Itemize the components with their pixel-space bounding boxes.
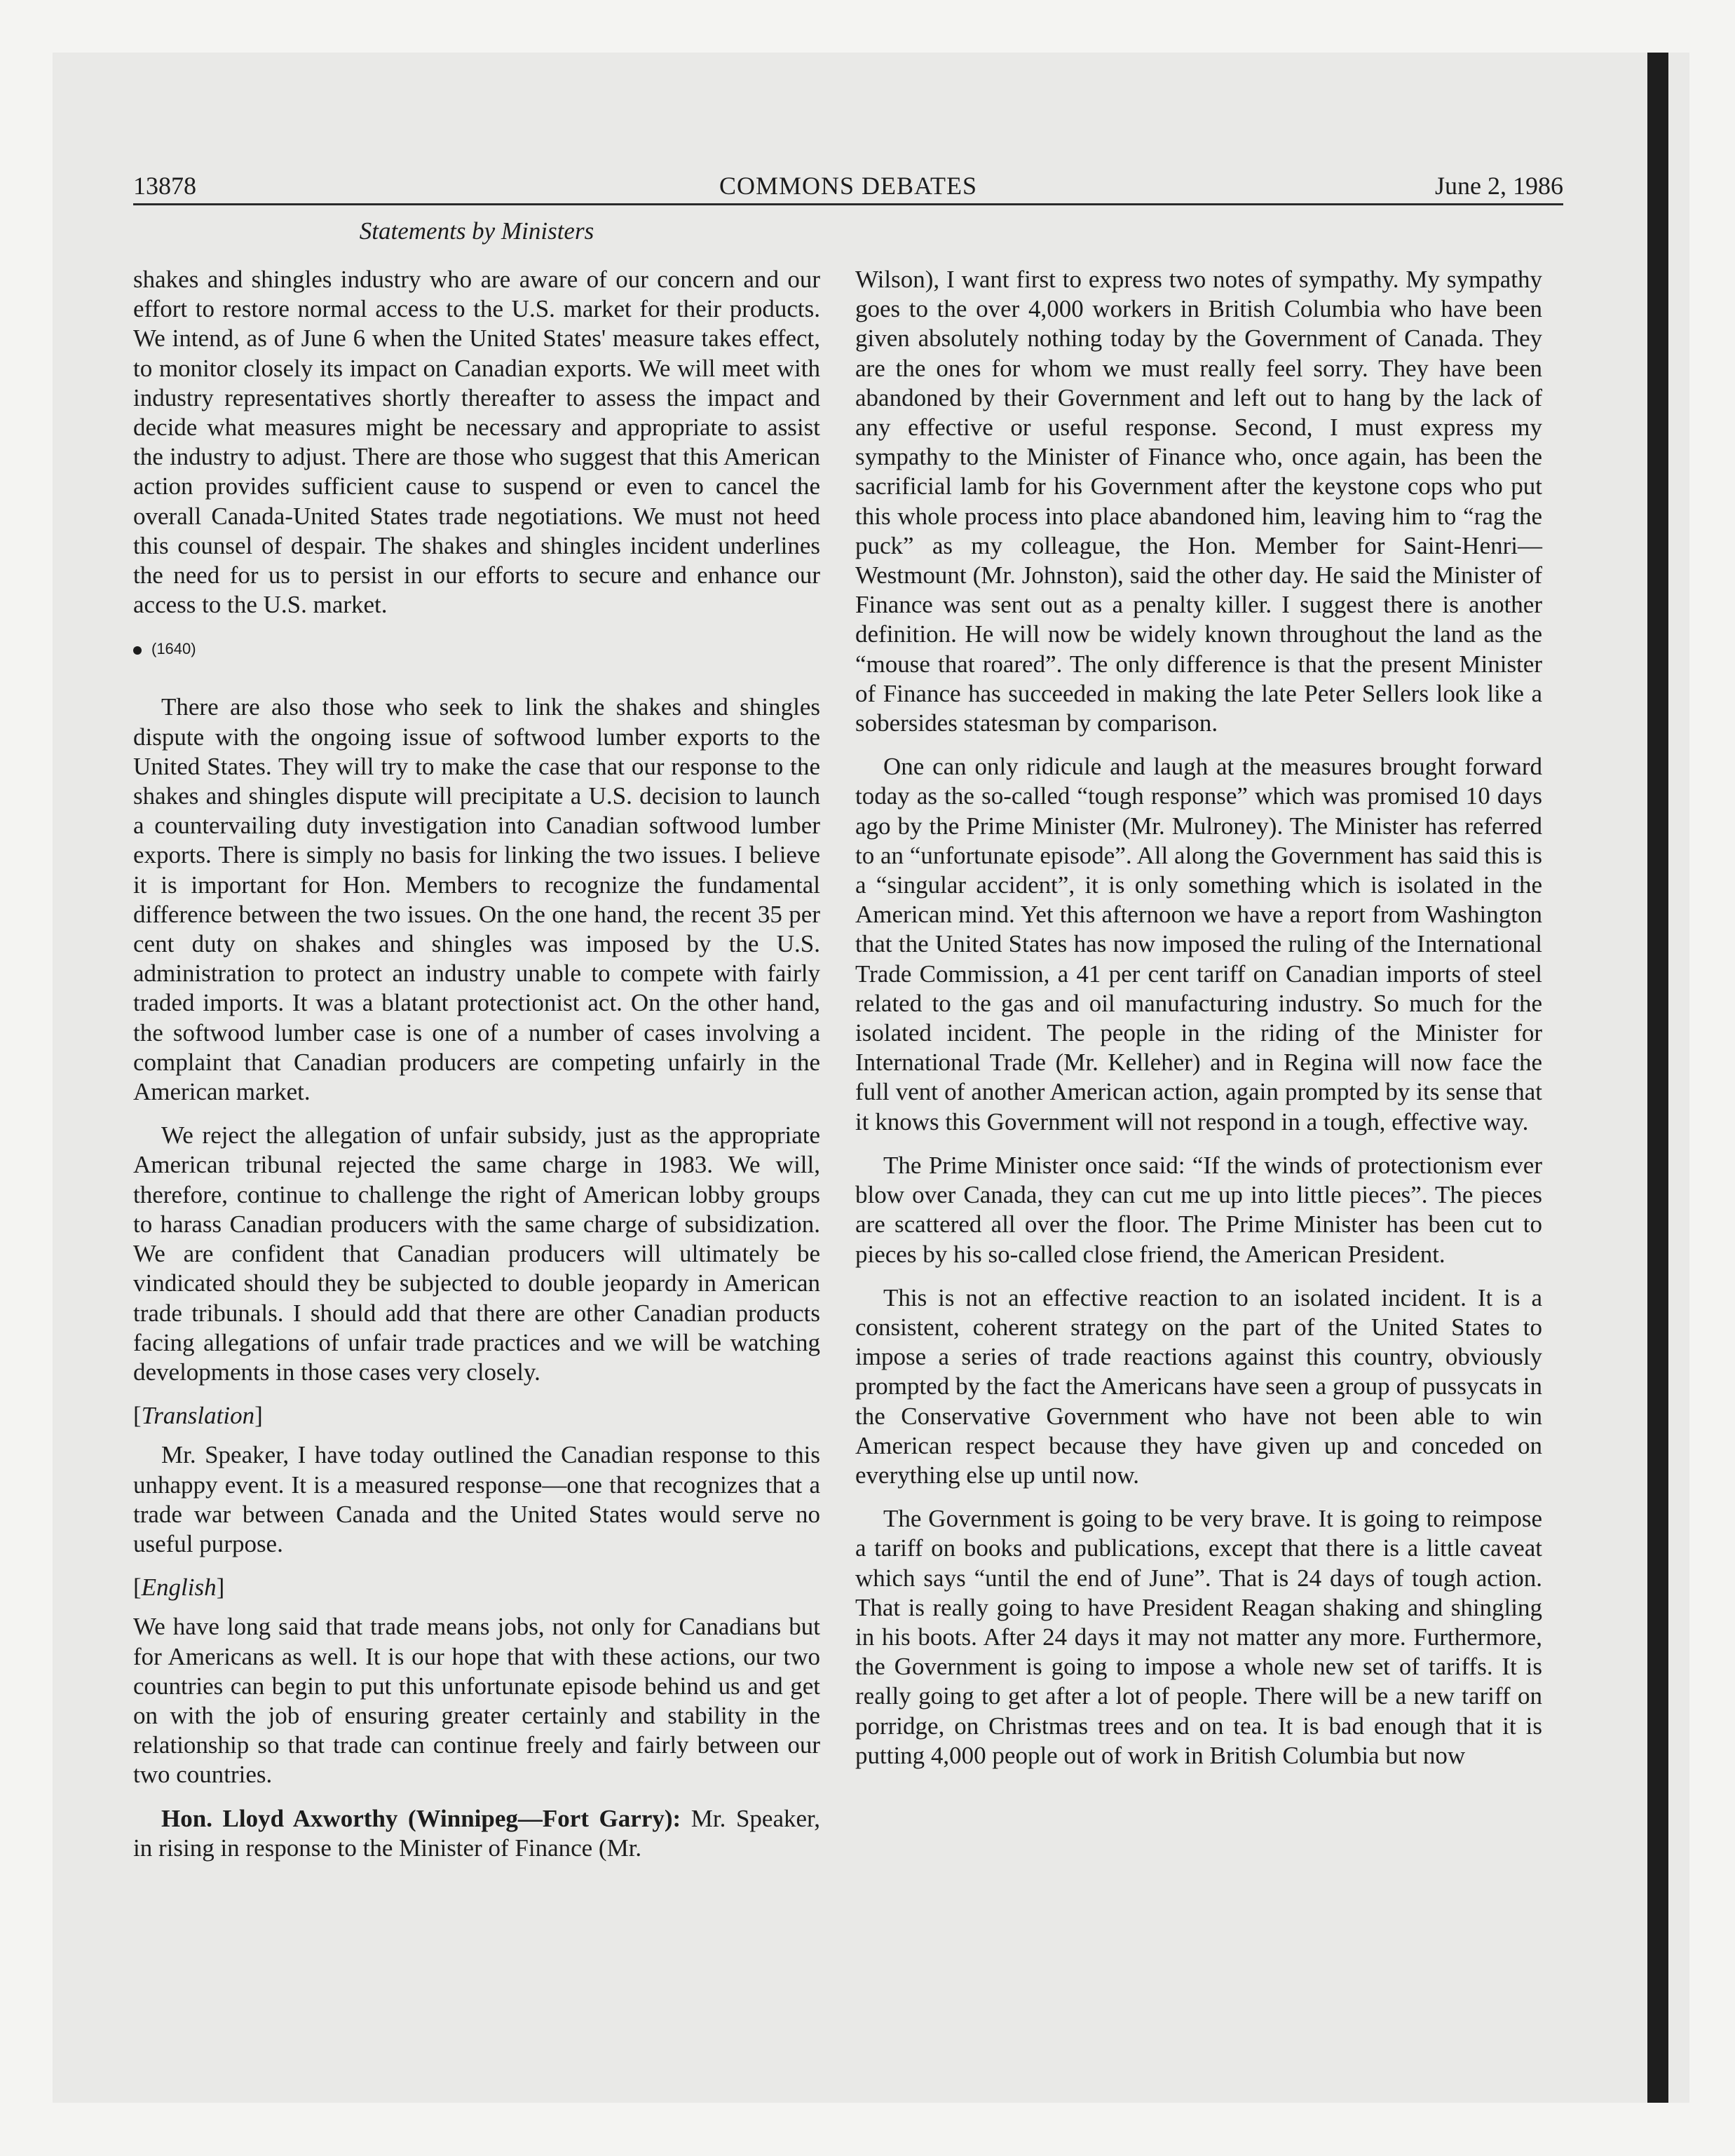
speaker-name: Hon. Lloyd Axworthy (Winnipeg—Fort Garry): xyxy=(161,1804,681,1832)
paragraph: We reject the allegation of unfair subsidy, just as the appropriate American tribunal rejected the same charge in 1983. We will, therefore, continue to challenge the right of American lobby groups to harass Canadian producers with the same charge of subsidization. We are confident that Canadian producers will ultimately be vindicated should they be subjected to double jeopardy in American trade tribunals. I should add that there are other Canadian products facing allegations of unfair trade practices and we will be watching developments in those cases very closely. xyxy=(133,1121,820,1386)
publication-title: COMMONS DEBATES xyxy=(719,172,978,200)
paragraph: We have long said that trade means jobs, not only for Canadians but for Americans as well. It is our hope that with these actions, our two countries can begin to put this unfortunate episode behind us and get on with the job of ensuring greater certainly and stability in the relationship so that trade can continue freely and fairly between our two countries. xyxy=(133,1613,820,1789)
time-marker xyxy=(133,634,820,664)
translation-tag: [Translation] xyxy=(133,1402,263,1430)
speech-text: Mr. Speaker, in rising in response to the Minister of Finance (Mr. xyxy=(133,1804,821,1862)
page-date: June 2, 1986 xyxy=(1435,172,1563,200)
speech-start xyxy=(133,1804,820,1863)
paragraph: shakes and shingles industry who are aware of our concern and our effort to restore normal access to the U.S. market for their products. We intend, as of June 6 when the United States' measure takes effect, to monitor closely its impact on Canadian exports. We will meet with industry representatives shortly thereafter to assess the impact and decide what measures might be necessary and appropriate to assist the industry to adjust. There are those who suggest that this American action provides sufficient cause to suspend or even to cancel the overall Canada-United States trade negotiations. We must not heed this counsel of despair. The shakes and shingles incident underlines the need for us to persist in our efforts to secure and enhance our access to the U.S. market. xyxy=(133,266,820,619)
page-header xyxy=(133,170,1563,202)
paragraph: There are also those who seek to link the shakes and shingles dispute with the ongoing issue of softwood lumber exports to the United States. They will try to make the case that our response to the shakes and shingles dispute will precipitate a U.S. decision to launch a countervailing duty investigation into Canadian softwood lumber exports. There is simply no basis for linking the two issues. I believe it is important for Hon. Members to recognize the fundamental difference between the two issues. On the one hand, the recent 35 per cent duty on shakes and shingles was imposed by the U.S. administration to protect an industry unable to compete with fairly traded imports. It was a blatant protectionist act. On the other hand, the softwood lumber case is one of a number of cases involving a complaint that Canadian producers are competing unfairly in the American market. xyxy=(133,693,820,1106)
left-column xyxy=(133,265,820,1877)
bullet-icon xyxy=(133,646,142,655)
header-rule xyxy=(133,203,1563,205)
scan-edge-bar xyxy=(1647,53,1668,2103)
paragraph: The Government is going to be very brave. It is going to reimpose a tariff on books and publications, except that there is a little caveat which says “until the end of June”. That is 24 days of tough action. That is really going to have President Reagan shaking and shingling in his boots. After 24 days it may not matter any more. Furthermore, the Government is going to impose a whole new set of tariffs. It is really going to get after a lot of people. There will be a new tariff on porridge, on Christmas trees and on tea. It is bad enough that it is putting 4,000 people out of work in British Columbia but now xyxy=(855,1505,1542,1769)
time-marker-text: (1640) xyxy=(151,640,196,658)
english-tag-text: English xyxy=(141,1574,217,1602)
section-title: Statements by Ministers xyxy=(359,217,594,245)
paragraph: One can only ridicule and laugh at the measures brought forward today as the so-called “tough response” which was promised 10 days ago by the Prime Minister (Mr. Mulroney). The Minister has referred to an “unfortunate episode”. All along the Government has said this is a “singular accident”, it is only something which is isolated in the American mind. Yet this afternoon we have a report from Washington that the United States has now imposed the ruling of the International Trade Commission, a 41 per cent tariff on Canadian imports of steel related to the gas and oil manufacturing industry. So much for the isolated incident. The people in the riding of the Minister for International Trade (Mr. Kelleher) and in Regina will now face the full vent of another American action, again prompted by its sense that it knows this Government will not respond in a tough, effective way. xyxy=(855,753,1542,1135)
paragraph: Wilson), I want first to express two notes of sympathy. My sympathy goes to the over 4,000 workers in British Columbia who have been given absolutely nothing today by the Government of Canada. They are the ones for whom we must really feel sorry. They have been abandoned by their Government and left out to hang by the lack of any effective or useful response. Second, I must express my sympathy to the Minister of Finance who, once again, has been the sacrificial lamb for his Government after the keystone cops who put this whole process into place abandoned him, leaving him to “rag the puck” as my colleague, the Hon. Member for Saint-Henri—Westmount (Mr. Johnston), said the other day. He said the Minister of Finance was sent out as a penalty killer. I suggest there is another definition. He will now be widely known throughout the land as the “mouse that roared”. The only difference is that the present Minister of Finance has succeeded in making the late Peter Sellers look like a sobersides statesman by comparison. xyxy=(855,266,1542,737)
translation-tag-text: Translation xyxy=(141,1402,255,1430)
english-tag: [English] xyxy=(133,1574,225,1602)
page-number: 13878 xyxy=(133,172,196,200)
right-column xyxy=(855,265,1542,1785)
paragraph: The Prime Minister once said: “If the winds of protectionism ever blow over Canada, they can cut me up into little pieces”. The pieces are scattered all over the floor. The Prime Minister has been cut to pieces by his so-called close friend, the American President. xyxy=(855,1151,1542,1268)
paragraph: Mr. Speaker, I have today outlined the Canadian response to this unhappy event. It is a measured response—one that recognizes that a trade war between Canada and the United States would serve no useful purpose. xyxy=(133,1441,820,1557)
paragraph: This is not an effective reaction to an isolated incident. It is a consistent, coherent strategy on the part of the United States to impose a series of trade reactions against this country, obviously prompted by the fact the Americans have seen a group of pussycats in the Conservative Government who have not been able to win American respect because they have given up and conceded on everything else up until now. xyxy=(855,1283,1542,1489)
